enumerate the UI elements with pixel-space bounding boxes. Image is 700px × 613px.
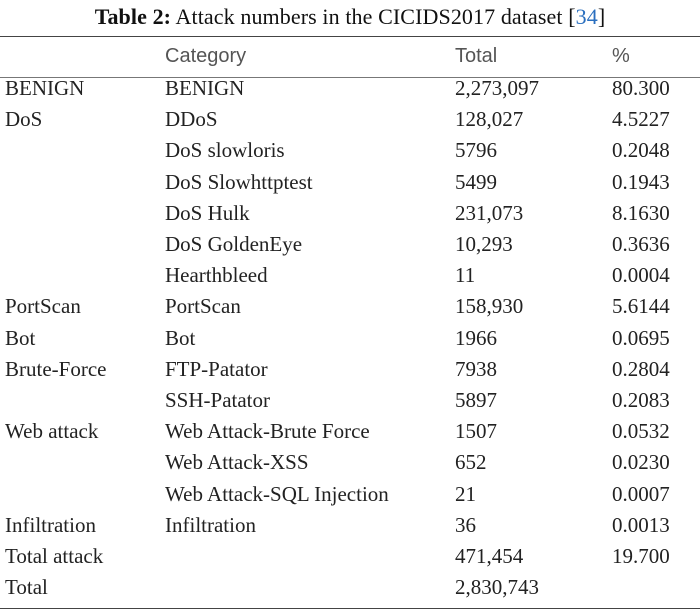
group-cell xyxy=(0,167,165,198)
category-cell: DoS slowloris xyxy=(165,138,285,163)
table-row xyxy=(0,291,700,322)
total-cell: 158,930 xyxy=(455,294,524,319)
table-row xyxy=(0,541,700,572)
total-cell: 21 xyxy=(455,481,476,506)
total-cell: 2,273,097 xyxy=(455,76,539,101)
group-cell xyxy=(0,385,165,416)
total-cell: 5499 xyxy=(455,169,497,194)
category-cell: DoS Slowhttptest xyxy=(165,169,313,194)
caption-text: Attack numbers in the CICIDS2017 dataset xyxy=(175,4,563,29)
table-row xyxy=(0,260,700,291)
percent-cell: 0.2048 xyxy=(612,138,670,163)
category-cell xyxy=(165,541,455,572)
total-cell: 128,027 xyxy=(455,107,524,132)
table-row xyxy=(0,416,700,447)
category-cell: Web Attack-SQL Injection xyxy=(165,481,389,506)
table-header-row xyxy=(0,40,700,73)
header-percent: % xyxy=(612,45,630,67)
table-top-rule xyxy=(0,36,700,37)
citation-close-bracket: ] xyxy=(597,4,606,29)
group-cell xyxy=(0,447,165,478)
category-cell: PortScan xyxy=(165,294,241,319)
table-row xyxy=(0,229,700,260)
group-cell: Total attack xyxy=(5,543,104,568)
table-row xyxy=(0,73,700,104)
group-cell: Web attack xyxy=(5,419,99,444)
category-cell: Hearthbleed xyxy=(165,263,268,288)
group-cell xyxy=(0,260,165,291)
percent-cell: 4.5227 xyxy=(612,107,670,132)
table-row xyxy=(0,447,700,478)
percent-cell: 80.300 xyxy=(612,76,670,101)
table-row xyxy=(0,510,700,541)
caption-label: Table 2: xyxy=(94,4,172,29)
group-cell xyxy=(0,198,165,229)
percent-cell: 0.0532 xyxy=(612,419,670,444)
group-cell: Brute-Force xyxy=(5,356,107,381)
group-cell: BENIGN xyxy=(5,76,85,101)
group-cell: Total xyxy=(5,575,48,600)
total-cell: 1966 xyxy=(455,325,497,350)
percent-cell: 0.2804 xyxy=(612,356,670,381)
percent-cell xyxy=(612,572,700,603)
total-cell: 36 xyxy=(455,512,476,537)
total-cell: 1507 xyxy=(455,419,497,444)
citation[interactable] xyxy=(568,4,605,29)
category-cell: Infiltration xyxy=(165,512,256,537)
total-cell: 471,454 xyxy=(455,543,524,568)
total-cell: 10,293 xyxy=(455,232,513,257)
total-cell: 5897 xyxy=(455,387,497,412)
group-cell: DoS xyxy=(5,107,43,132)
category-cell: SSH-Patator xyxy=(165,387,270,412)
table-row xyxy=(0,104,700,135)
total-cell: 2,830,743 xyxy=(455,575,539,600)
percent-cell: 0.0695 xyxy=(612,325,670,350)
category-cell: DoS Hulk xyxy=(165,200,250,225)
table-row xyxy=(0,478,700,509)
total-cell: 11 xyxy=(455,263,476,288)
percent-cell: 5.6144 xyxy=(612,294,670,319)
table-bottom-rule xyxy=(0,608,700,609)
group-cell xyxy=(0,478,165,509)
percent-cell: 19.700 xyxy=(612,543,670,568)
percent-cell: 0.0007 xyxy=(612,481,670,506)
percent-cell: 0.0230 xyxy=(612,450,670,475)
group-cell: Infiltration xyxy=(5,512,96,537)
percent-cell: 0.2083 xyxy=(612,387,670,412)
header-group xyxy=(0,40,165,73)
total-cell: 7938 xyxy=(455,356,497,381)
category-cell: Web Attack-Brute Force xyxy=(165,419,370,444)
group-cell xyxy=(0,229,165,260)
total-cell: 231,073 xyxy=(455,200,524,225)
attack-numbers-table xyxy=(0,40,700,603)
citation-link[interactable]: 34 xyxy=(575,4,598,29)
citation-open-bracket: [ xyxy=(568,4,576,29)
category-cell: BENIGN xyxy=(165,76,245,101)
category-cell: FTP-Patator xyxy=(165,356,268,381)
total-cell: 652 xyxy=(455,450,487,475)
header-category: Category xyxy=(165,45,247,67)
percent-cell: 0.1943 xyxy=(612,169,670,194)
table-row xyxy=(0,167,700,198)
total-cell: 5796 xyxy=(455,138,497,163)
category-cell xyxy=(165,572,455,603)
category-cell: DoS GoldenEye xyxy=(165,232,303,257)
percent-cell: 0.0013 xyxy=(612,512,670,537)
table-row xyxy=(0,572,700,603)
group-cell: Bot xyxy=(5,325,36,350)
group-cell xyxy=(0,135,165,166)
table-row xyxy=(0,354,700,385)
category-cell: Web Attack-XSS xyxy=(165,450,309,475)
header-total: Total xyxy=(455,45,498,67)
table-row xyxy=(0,385,700,416)
percent-cell: 0.3636 xyxy=(612,232,670,257)
table-row xyxy=(0,198,700,229)
percent-cell: 8.1630 xyxy=(612,200,670,225)
table-row xyxy=(0,135,700,166)
percent-cell: 0.0004 xyxy=(612,263,670,288)
group-cell: PortScan xyxy=(5,294,81,319)
category-cell: DDoS xyxy=(165,107,218,132)
category-cell: Bot xyxy=(165,325,196,350)
table-caption xyxy=(0,2,700,32)
table-row xyxy=(0,323,700,354)
